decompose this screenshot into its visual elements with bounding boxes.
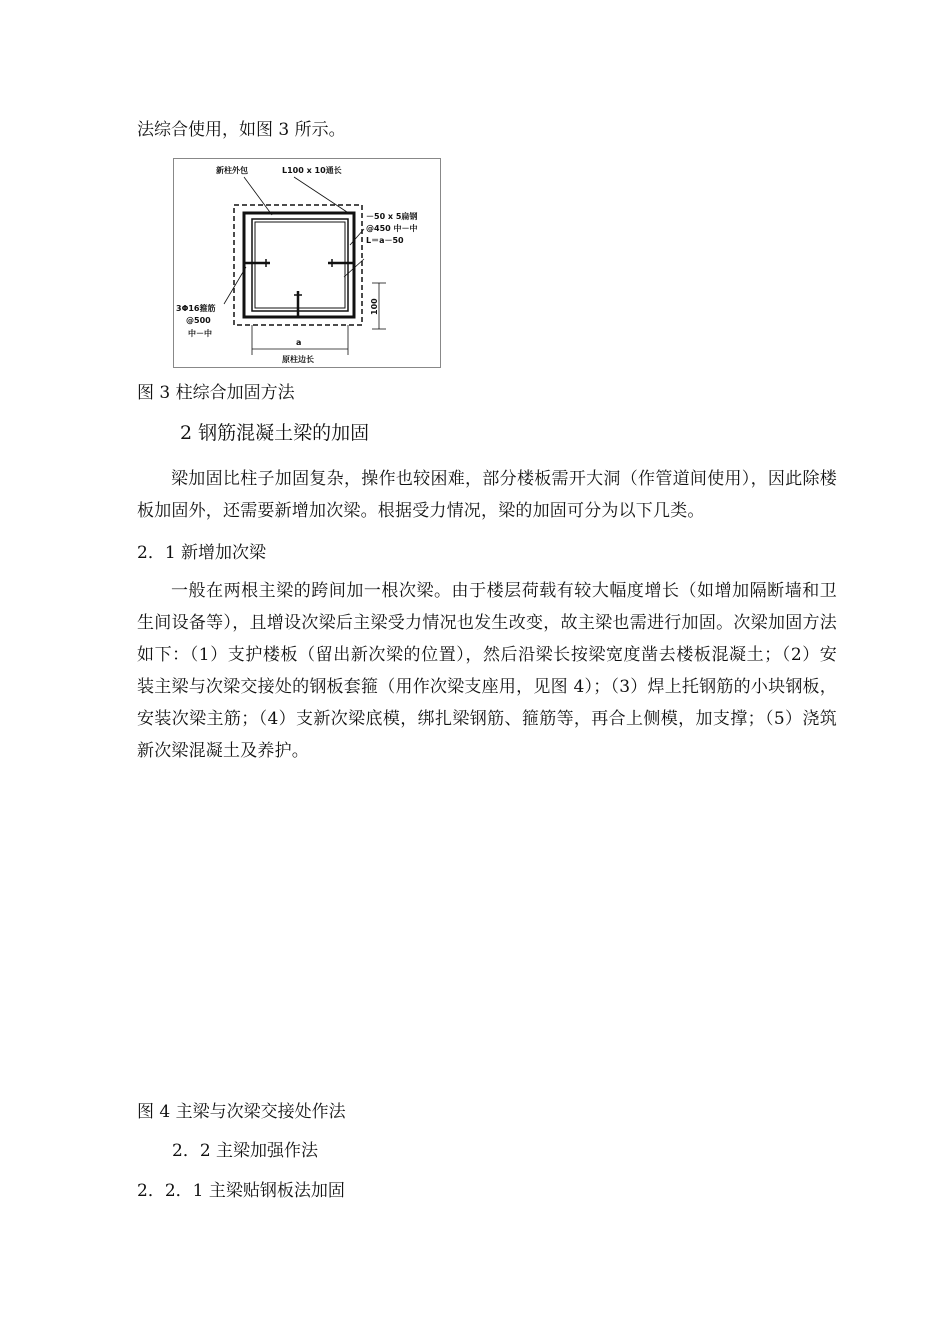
label-stirrup-spacing: @500: [186, 316, 211, 325]
label-new-casing: 新柱外包: [216, 166, 248, 175]
section-2-1-heading: 2．1 新增加次梁: [137, 543, 267, 563]
label-stirrup-center: 中－中: [188, 329, 212, 338]
label-flat-steel-spacing: @450 中－中: [366, 224, 418, 233]
column-reinforcement-drawing: [174, 159, 440, 367]
intro-line: 法综合使用，如图 3 所示。: [137, 120, 346, 140]
section-2-heading: 2 钢筋混凝土梁的加固: [180, 422, 370, 444]
section-2-2-heading: 2．2 主梁加强作法: [172, 1141, 319, 1161]
label-stirrup: 3Φ16箍筋: [176, 304, 216, 313]
dimension-a: a: [296, 338, 302, 347]
label-flat-steel-length: L＝a－50: [366, 236, 404, 245]
dimension-100: 100: [370, 298, 379, 315]
figure-3-caption: 图 3 柱综合加固方法: [137, 383, 295, 403]
figure-3-diagram: [173, 158, 441, 368]
paragraph-new-secondary-beam: 一般在两根主梁的跨间加一根次梁。由于楼层荷载有较大幅度增长（如增加隔断墙和卫生间设备等），且增设次梁后主梁受力情况也发生改变，故主梁也需进行加固。次梁加固方法如下：（1）支护楼板（留出新次梁的位置），然后沿梁长按梁宽度凿去楼板混凝土；（2）安装主梁与次梁交接处的钢板套箍（用作次梁支座用，见图 4）；（3）焊上托钢筋的小块钢板，安装次梁主筋；（4）支新次梁底模，绑扎梁钢筋、箍筋等，再合上侧模，加支撑；（5）浇筑新次梁混凝土及养护。: [137, 581, 837, 761]
figure-4-caption: 图 4 主梁与次梁交接处作法: [137, 1102, 346, 1122]
label-original-column-side: 原柱边长: [282, 355, 314, 364]
label-angle-steel: L100 x 10通长: [282, 166, 342, 175]
paragraph-beam-intro: 梁加固比柱子加固复杂，操作也较困难，部分楼板需开大洞（作管道间使用），因此除楼板加固外，还需要新增加次梁。根据受力情况，梁的加固可分为以下几类。: [137, 469, 837, 521]
section-2-2-1-heading: 2．2．1 主梁贴钢板法加固: [137, 1181, 345, 1201]
label-flat-steel: －50 x 5扁钢: [366, 212, 418, 221]
